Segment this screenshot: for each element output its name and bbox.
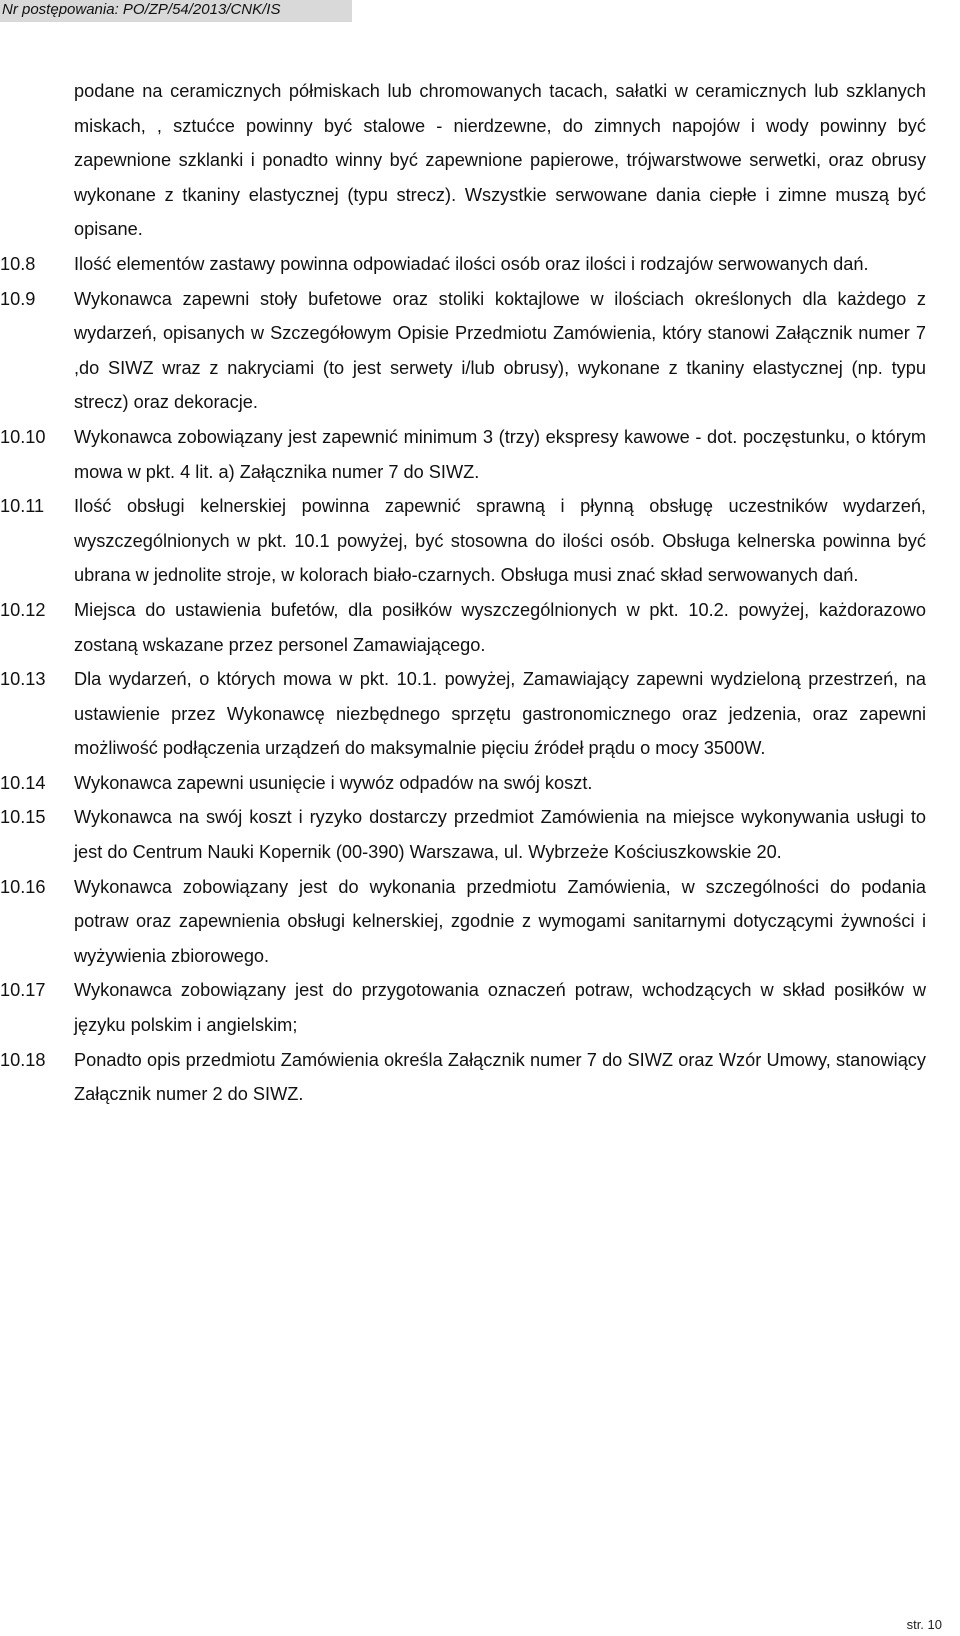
numbered-list (0, 247, 926, 1112)
list-item (0, 870, 926, 974)
list-item-number: 10.15 (0, 807, 46, 828)
list-item-text: Wykonawca zapewni usunięcie i wywóz odpadów na swój koszt. (74, 772, 593, 793)
list-item-number: 10.13 (0, 669, 46, 690)
list-item-text: Miejsca do ustawienia bufetów, dla posiłków wyszczególnionych w pkt. 10.2. powyżej, każdorazowo zostaną wskazane przez personel Zamawiającego. (74, 599, 926, 655)
list-item-text: Dla wydarzeń, o których mowa w pkt. 10.1. powyżej, Zamawiający zapewni wydzieloną przestrzeń, na ustawienie przez Wykonawcę niezbędnego sprzętu gastronomicznego oraz jedzenia, oraz zapewni możliwość podłączenia urządzeń do maksymalnie pięciu źródeł prądu o mocy 3500W. (74, 669, 926, 759)
intro-paragraph: podane na ceramicznych półmiskach lub chromowanych tacach, sałatki w ceramicznych lub szklanych miskach, , sztućce powinny być stalowe - nierdzewne, do zimnych napojów i wody powinny być zapewnione szklanki i ponadto winny być zapewnione papierowe, trójwarstwowe serwetki, oraz obrusy wykonane z tkaniny elastycznej (typu strecz). Wszystkie serwowane dania ciepłe i zimne muszą być opisane. (74, 81, 926, 240)
list-item-number: 10.17 (0, 980, 46, 1001)
list-item-text: Wykonawca zobowiązany jest do wykonania przedmiotu Zamówienia, w szczególności do podania potraw oraz zapewnienia obsługi kelnerskiej, zgodnie z wymogami sanitarnymi dotyczącymi żywności i wyżywienia zbiorowego. (74, 876, 926, 966)
page-number: str. 10 (906, 1617, 942, 1632)
list-item-number: 10.14 (0, 772, 46, 793)
list-item-text: Wykonawca zobowiązany jest zapewnić minimum 3 (trzy) ekspresy kawowe - dot. poczęstunku, o którym mowa w pkt. 4 lit. a) Załącznika numer 7 do SIWZ. (74, 426, 926, 482)
list-item-text: Wykonawca na swój koszt i ryzyko dostarczy przedmiot Zamówienia na miejsce wykonywania usługi to jest do Centrum Nauki Kopernik (00-390) Warszawa, ul. Wybrzeże Kościuszkowskie 20. (74, 807, 926, 863)
list-item-number: 10.18 (0, 1049, 46, 1070)
list-item (0, 800, 926, 869)
list-item-number: 10.16 (0, 876, 46, 897)
document-header: Nr postępowania: PO/ZP/54/2013/CNK/IS (0, 0, 352, 22)
list-item (0, 247, 926, 282)
list-item-number: 10.11 (0, 496, 45, 517)
list-item-text: Wykonawca zobowiązany jest do przygotowania oznaczeń potraw, wchodzących w skład posiłków w języku polskim i angielskim; (74, 980, 926, 1036)
list-item-number: 10.9 (0, 288, 36, 309)
list-item (0, 282, 926, 420)
list-item (0, 593, 926, 662)
list-item (0, 489, 926, 593)
list-item (0, 1043, 926, 1112)
list-item-number: 10.10 (0, 426, 46, 447)
list-item-text: Ilość obsługi kelnerskiej powinna zapewnić sprawną i płynną obsługę uczestników wydarzeń, wyszczególnionych w pkt. 10.1 powyżej, być stosowna do ilości osób. Obsługa kelnerska powinna być ubrana w jednolite stroje, w kolorach biało-czarnych. Obsługa musi znać skład serwowanych dań. (74, 496, 926, 586)
list-item (0, 973, 926, 1042)
list-item-number: 10.12 (0, 599, 46, 620)
list-item-number: 10.8 (0, 253, 36, 274)
list-item-text: Ilość elementów zastawy powinna odpowiadać ilości osób oraz ilości i rodzajów serwowanych dań. (74, 253, 869, 274)
list-item-text: Ponadto opis przedmiotu Zamówienia określa Załącznik numer 7 do SIWZ oraz Wzór Umowy, stanowiący Załącznik numer 2 do SIWZ. (74, 1049, 926, 1105)
list-item-text: Wykonawca zapewni stoły bufetowe oraz stoliki koktajlowe w ilościach określonych dla każdego z wydarzeń, opisanych w Szczegółowym Opisie Przedmiotu Zamówienia, który stanowi Załącznik numer 7 ,do SIWZ wraz z nakryciami (to jest serwety i/lub obrusy), wykonane z tkaniny elastycznej (np. typu strecz) oraz dekoracje. (74, 288, 926, 413)
list-item (0, 662, 926, 766)
document-body (0, 74, 926, 1112)
list-item (0, 420, 926, 489)
list-item (0, 766, 926, 801)
